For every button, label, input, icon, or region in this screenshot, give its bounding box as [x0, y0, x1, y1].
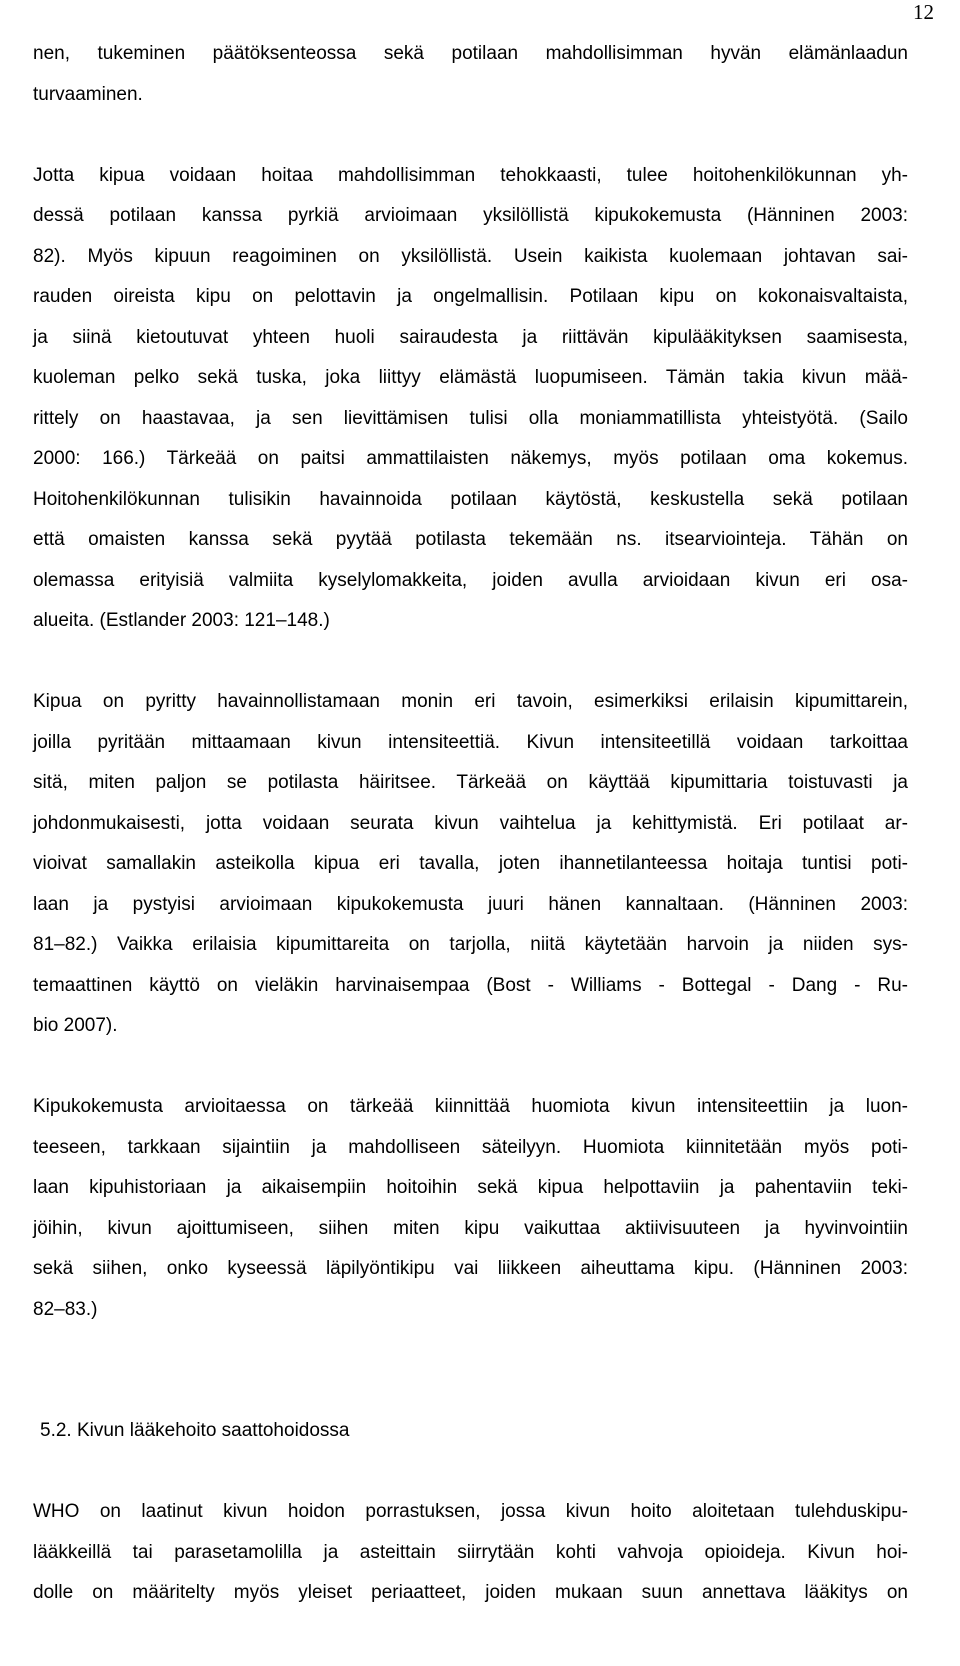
text-line: laan kipuhistoriaan ja aikaisempiin hoitoihin sekä kipua helpottaviin ja pahentaviin teki-	[33, 1177, 908, 1198]
paragraph-4	[33, 1087, 908, 1330]
text-line: nen, tukeminen päätöksenteossa sekä potilaan mahdollisimman hyvän elämänlaadun	[33, 43, 908, 64]
text-line: dessä potilaan kanssa pyrkiä arvioimaan yksilöllistä kipukokemusta (Hänninen 2003:	[33, 205, 908, 226]
text-line: rauden oireista kipu on pelottavin ja ongelmallisin. Potilaan kipu on kokonaisvaltaista,	[33, 286, 908, 307]
text-line: bio 2007).	[33, 1015, 118, 1036]
paragraph-1	[33, 34, 908, 115]
paragraph-spacer	[33, 1452, 908, 1493]
paragraph-spacer	[33, 642, 908, 683]
text-line: WHO on laatinut kivun hoidon porrastuksen, jossa kivun hoito aloitetaan tulehduskipu-	[33, 1501, 908, 1522]
text-line: Kipua on pyritty havainnollistamaan monin eri tavoin, esimerkiksi erilaisin kipumittarein,	[33, 691, 908, 712]
text-line: rittely on haastavaa, ja sen lievittämisen tulisi olla moniammatillista yhteistyötä. (Sailo	[33, 407, 908, 429]
text-line: teeseen, tarkkaan sijaintiin ja mahdolliseen säteilyyn. Huomiota kiinnitetään myös poti-	[33, 1136, 908, 1158]
document-body	[33, 34, 908, 1614]
paragraph-2	[33, 156, 908, 642]
text-line: että omaisten kanssa sekä pyytää potilasta tekemään ns. itsearviointeja. Tähän on	[33, 529, 908, 550]
text-line: Jotta kipua voidaan hoitaa mahdollisimman tehokkaasti, tulee hoitohenkilökunnan yh-	[33, 164, 908, 186]
paragraph-spacer	[33, 115, 908, 156]
text-line: johdonmukaisesti, jotta voidaan seurata kivun vaihtelua ja kehittymistä. Eri potilaat ar-	[33, 812, 908, 834]
text-line: vioivat samallakin asteikolla kipua eri tavalla, joten ihannetilanteessa hoitaja tuntisi poti-	[33, 853, 908, 874]
text-line: joilla pyritään mittaamaan kivun intensiteettiä. Kivun intensiteetillä voidaan tarkoittaa	[33, 731, 908, 753]
text-line: 81–82.) Vaikka erilaisia kipumittareita on tarjolla, niitä käytetään harvoin ja niiden sys-	[33, 934, 908, 955]
section-heading: 5.2. Kivun lääkehoito saattohoidossa	[40, 1420, 350, 1441]
text-line: 82–83.)	[33, 1298, 98, 1320]
text-line: olemassa erityisiä valmiita kyselylomakkeita, joiden avulla arvioidaan kivun eri osa-	[33, 569, 908, 591]
page-number: 12	[913, 0, 934, 24]
text-line: dolle on määritelty myös yleiset periaatteet, joiden mukaan suun annettava lääkitys on	[33, 1582, 908, 1603]
text-line: laan ja pystyisi arvioimaan kipukokemusta juuri hänen kannaltaan. (Hänninen 2003:	[33, 893, 908, 915]
text-line: 82). Myös kipuun reagoiminen on yksilöllistä. Usein kaikista kuolemaan johtavan sai-	[33, 245, 908, 267]
paragraph-5	[33, 1492, 908, 1614]
text-line: temaattinen käyttö on vieläkin harvinaisempaa (Bost - Williams - Bottegal - Dang - Ru-	[33, 974, 908, 996]
text-line: sekä siihen, onko kyseessä läpilyöntikipu vai liikkeen aiheuttama kipu. (Hänninen 2003:	[33, 1258, 908, 1279]
text-line: Kipukokemusta arvioitaessa on tärkeää kiinnittää huomiota kivun intensiteettiin ja luon-	[33, 1096, 908, 1117]
text-line: turvaaminen.	[33, 83, 143, 105]
text-line: sitä, miten paljon se potilasta häiritsee. Tärkeää on käyttää kipumittaria toistuvasti ja	[33, 772, 908, 793]
text-line: lääkkeillä tai parasetamolilla ja asteittain siirrytään kohti vahvoja opioideja. Kivun hoi-	[33, 1541, 908, 1563]
paragraph-spacer	[33, 1371, 908, 1412]
text-line: alueita. (Estlander 2003: 121–148.)	[33, 610, 330, 631]
text-line: jöihin, kivun ajoittumiseen, siihen miten kipu vaikuttaa aktiivisuuteen ja hyvinvointiin	[33, 1217, 908, 1239]
text-line: ja siinä kietoutuvat yhteen huoli sairaudesta ja riittävän kipulääkityksen saamisesta,	[33, 326, 908, 348]
text-line: Hoitohenkilökunnan tulisikin havainnoida potilaan käytöstä, keskustella sekä potilaan	[33, 488, 908, 510]
paragraph-spacer	[33, 1330, 908, 1371]
paragraph-spacer	[33, 1047, 908, 1088]
text-line: kuoleman pelko sekä tuska, joka liittyy elämästä luopumiseen. Tämän takia kivun mää-	[33, 367, 908, 388]
text-line: 2000: 166.) Tärkeää on paitsi ammattilaisten näkemys, myös potilaan oma kokemus.	[33, 448, 908, 469]
paragraph-3	[33, 682, 908, 1047]
